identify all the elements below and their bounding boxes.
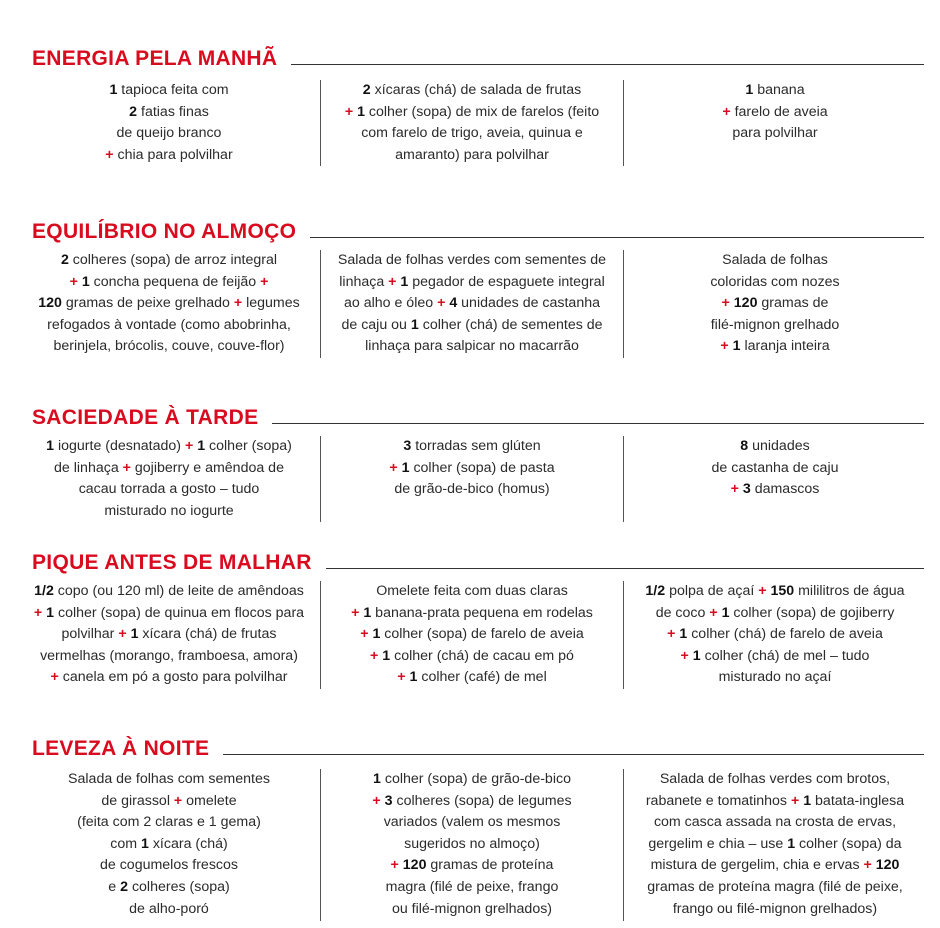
quantity: 1 (372, 626, 381, 643)
recipe-line: com farelo de trigo, aveia, quinua e (361, 125, 583, 142)
meal-option (624, 80, 926, 166)
heading-rule (223, 754, 924, 755)
recipe-line: + 1 colher (sopa) de quinua em flocos para (33, 604, 305, 621)
quantity: 120 (875, 857, 900, 874)
recipe-line: Omelete feita com duas claras (376, 583, 568, 599)
quantity: 8 (740, 438, 749, 454)
section-heading (32, 217, 924, 247)
quantity: 1 (692, 647, 701, 664)
recipe-line: de caju ou 1 colher (chá) de sementes de (341, 316, 603, 333)
meal-option (18, 436, 320, 522)
recipe-line: refogados à vontade (como abobrinha, (47, 316, 291, 333)
plus-icon: + (388, 273, 397, 290)
section-heading (32, 403, 924, 433)
plus-icon: + (721, 295, 730, 312)
heading-rule (272, 423, 924, 424)
recipe-line: 2 xícaras (chá) de salada de frutas (362, 82, 582, 98)
recipe-line: amaranto) para polvilhar (395, 146, 549, 163)
recipe-line: misturado no açaí (718, 669, 832, 686)
quantity: 3 (403, 438, 412, 454)
recipe-line: gergelim e chia – use 1 colher (sopa) da (648, 835, 902, 852)
section-title: SACIEDADE À TARDE (32, 406, 259, 429)
meal-option (624, 436, 926, 522)
quantity: 1 (803, 792, 812, 809)
recipe-line: 1/2 copo (ou 120 ml) de leite de amêndoas (34, 583, 304, 599)
quantity: 120 (38, 295, 62, 312)
meal-option (321, 250, 623, 358)
meal-options (18, 250, 926, 358)
recipe-line: 120 gramas de peixe grelhado + legumes (38, 295, 300, 312)
heading-rule (310, 237, 924, 238)
plus-icon: + (33, 604, 43, 621)
recipe-line: + 1 colher (chá) de farelo de aveia (667, 626, 883, 643)
plus-icon: + (344, 103, 354, 120)
recipe-line: sugeridos no almoço) (404, 835, 540, 852)
recipe-line: 2 fatias finas (129, 103, 209, 120)
meal-option (321, 80, 623, 166)
quantity: 150 (770, 583, 795, 599)
meal-option (321, 581, 623, 689)
recipe-line: mistura de gergelim, chia e ervas + 120 (650, 857, 900, 874)
recipe-line: de castanha de caju (711, 459, 839, 476)
quantity: 3 (384, 792, 393, 809)
recipe-line: + farelo de aveia (722, 103, 828, 120)
meal-option (18, 80, 320, 166)
recipe-line: e 2 colheres (sopa) (108, 878, 230, 895)
recipe-line: 1 iogurte (desnatado) + 1 colher (sopa) (46, 438, 292, 454)
quantity: 1/2 (34, 583, 54, 599)
plus-icon: + (680, 647, 689, 664)
recipe-line: Salada de folhas verdes com brotos, (659, 771, 891, 787)
recipe-line: 1/2 polpa de açaí + 150 mililitros de água (645, 583, 905, 599)
recipe-line: rabanete e tomatinhos + 1 batata-inglesa (645, 792, 905, 809)
recipe-line: frango ou filé-mignon grelhados) (672, 900, 878, 917)
recipe-line: + 1 colher (sopa) de mix de farelos (feito (344, 103, 600, 120)
recipe-line: + 1 colher (chá) de cacau em pó (370, 647, 574, 664)
recipe-line: + 120 gramas de proteína (390, 857, 554, 874)
quantity: 120 (402, 857, 427, 874)
section-heading (32, 548, 924, 578)
recipe-line: 1 tapioca feita com (109, 82, 229, 98)
meal-option (624, 769, 926, 921)
recipe-line: com 1 xícara (chá) (110, 835, 228, 852)
meal-option (18, 769, 320, 921)
recipe-line: + 1 laranja inteira (720, 338, 830, 355)
recipe-line: com casca assada na crosta de ervas, (653, 814, 897, 831)
quantity: 1 (81, 273, 90, 290)
recipe-line: ao alho e óleo + 4 unidades de castanha (343, 295, 600, 312)
quantity: 2 (60, 252, 69, 268)
quantity: 1 (46, 604, 55, 621)
quantity: 1 (410, 316, 419, 333)
quantity: 1 (745, 82, 754, 98)
recipe-line: de grão-de-bico (homus) (394, 481, 550, 498)
quantity: 1 (721, 604, 730, 621)
recipe-line: magra (filé de peixe, frango (385, 878, 559, 895)
recipe-line: 3 torradas sem glúten (403, 438, 541, 454)
section-title: LEVEZA À NOITE (32, 737, 210, 760)
plus-icon: + (360, 626, 369, 643)
plus-icon: + (372, 792, 381, 809)
plus-icon: + (184, 438, 194, 454)
plus-icon: + (758, 583, 767, 599)
recipe-line: linhaça para salpicar no macarrão (365, 338, 579, 355)
quantity: 1 (679, 626, 688, 643)
plus-icon: + (863, 857, 872, 874)
recipe-line: + 1 colher (café) de mel (397, 669, 547, 686)
recipe-line: + 1 colher (sopa) de farelo de aveia (360, 626, 584, 643)
plus-icon: + (722, 103, 731, 120)
quantity: 1 (373, 771, 381, 787)
plus-icon: + (122, 459, 131, 476)
section-heading (32, 44, 924, 74)
plus-icon: + (173, 792, 183, 809)
recipe-line: de girassol + omelete (101, 792, 237, 809)
section-title: EQUILÍBRIO NO ALMOÇO (32, 220, 297, 243)
recipe-line: 2 colheres (sopa) de arroz integral (60, 252, 278, 268)
recipe-line: de cogumelos frescos (99, 857, 238, 874)
quantity: 2 (129, 103, 138, 120)
plus-icon: + (437, 295, 446, 312)
recipe-line: de queijo branco (116, 125, 222, 142)
recipe-line: para polvilhar (732, 125, 818, 142)
recipe-line: de alho-poró (129, 900, 209, 917)
quantity: 1 (46, 438, 55, 454)
plus-icon: + (720, 338, 729, 355)
recipe-line: de coco + 1 colher (sopa) de gojiberry (655, 604, 895, 621)
plus-icon: + (730, 481, 739, 498)
recipe-line: + 3 damascos (730, 481, 820, 498)
quantity: 1 (732, 338, 741, 355)
quantity: 2 (362, 82, 371, 98)
meal-option (18, 250, 320, 358)
plus-icon: + (709, 604, 718, 621)
meal-option (18, 581, 320, 689)
quantity: 1 (382, 647, 391, 664)
plus-icon: + (118, 626, 127, 643)
recipe-line: Salada de folhas com sementes (68, 771, 270, 787)
quantity: 1 (409, 669, 418, 686)
meal-option (624, 581, 926, 689)
quantity: 120 (733, 295, 758, 312)
quantity: 3 (742, 481, 751, 498)
recipe-line: de linhaça + gojiberry e amêndoa de (54, 459, 284, 476)
recipe-line: (feita com 2 claras e 1 gema) (77, 814, 261, 831)
recipe-line: + 3 colheres (sopa) de legumes (372, 792, 572, 809)
recipe-line: misturado no iogurte (104, 502, 234, 519)
recipe-line: 1 banana (745, 82, 805, 98)
recipe-line: variados (valem os mesmos (383, 814, 561, 831)
recipe-line: gramas de proteína magra (filé de peixe, (647, 878, 903, 895)
recipe-line: Salada de folhas (722, 252, 828, 268)
plus-icon: + (397, 669, 406, 686)
meal-options (18, 581, 926, 689)
plus-icon: + (370, 647, 379, 664)
quantity: 1 (363, 604, 372, 621)
quantity: 1 (401, 459, 410, 476)
recipe-line: vermelhas (morango, framboesa, amora) (40, 647, 298, 664)
recipe-line: berinjela, brócolis, couve, couve-flor) (53, 338, 285, 355)
quantity: 4 (449, 295, 458, 312)
recipe-line: filé-mignon grelhado (710, 316, 840, 333)
quantity: 1 (130, 626, 139, 643)
plus-icon: + (790, 792, 800, 809)
meal-option (321, 769, 623, 921)
heading-rule (291, 64, 924, 65)
recipe-line: ou filé-mignon grelhados) (391, 900, 553, 917)
plus-icon: + (667, 626, 676, 643)
quantity: 1 (400, 273, 409, 290)
plus-icon: + (389, 459, 398, 476)
plus-icon: + (50, 669, 59, 686)
recipe-line: 8 unidades (740, 438, 810, 454)
recipe-line: + 1 colher (chá) de mel – tudo (680, 647, 870, 664)
section-title: ENERGIA PELA MANHÃ (32, 47, 278, 70)
recipe-line: Salada de folhas verdes com sementes de (337, 252, 607, 268)
plus-icon: + (351, 604, 360, 621)
recipe-line: 1 colher (sopa) de grão-de-bico (373, 771, 571, 787)
heading-rule (326, 568, 924, 569)
meal-options (18, 436, 926, 522)
meal-options (18, 769, 926, 921)
section-title: PIQUE ANTES DE MALHAR (32, 551, 312, 574)
recipe-line: + 1 colher (sopa) de pasta (389, 459, 555, 476)
meal-option (624, 250, 926, 358)
plus-icon: + (233, 295, 243, 312)
recipe-line: polvilhar + 1 xícara (chá) de frutas (61, 626, 277, 643)
quantity: 1 (357, 103, 365, 120)
recipe-line: cacau torrada a gosto – tudo (78, 481, 260, 498)
quantity: 1 (787, 835, 796, 852)
recipe-line: + 120 gramas de (721, 295, 829, 312)
plus-icon: + (390, 857, 399, 874)
recipe-line: coloridas com nozes (710, 273, 840, 290)
plus-icon: + (105, 146, 114, 163)
recipe-line: + chia para polvilhar (105, 146, 233, 163)
section-heading (32, 734, 924, 764)
quantity: 1 (141, 835, 149, 852)
quantity: 1 (197, 438, 206, 454)
quantity: 2 (120, 878, 128, 895)
meal-options (18, 80, 926, 166)
recipe-line: linhaça + 1 pegador de espaguete integral (339, 273, 605, 290)
recipe-line: + 1 concha pequena de feijão + (69, 273, 269, 290)
plus-icon: + (260, 273, 269, 290)
quantity: 1/2 (645, 583, 666, 599)
recipe-line: + 1 banana-prata pequena em rodelas (351, 604, 593, 621)
recipe-line: + canela em pó a gosto para polvilhar (50, 669, 288, 686)
plus-icon: + (69, 273, 78, 290)
meal-option (321, 436, 623, 522)
quantity: 1 (109, 82, 118, 98)
